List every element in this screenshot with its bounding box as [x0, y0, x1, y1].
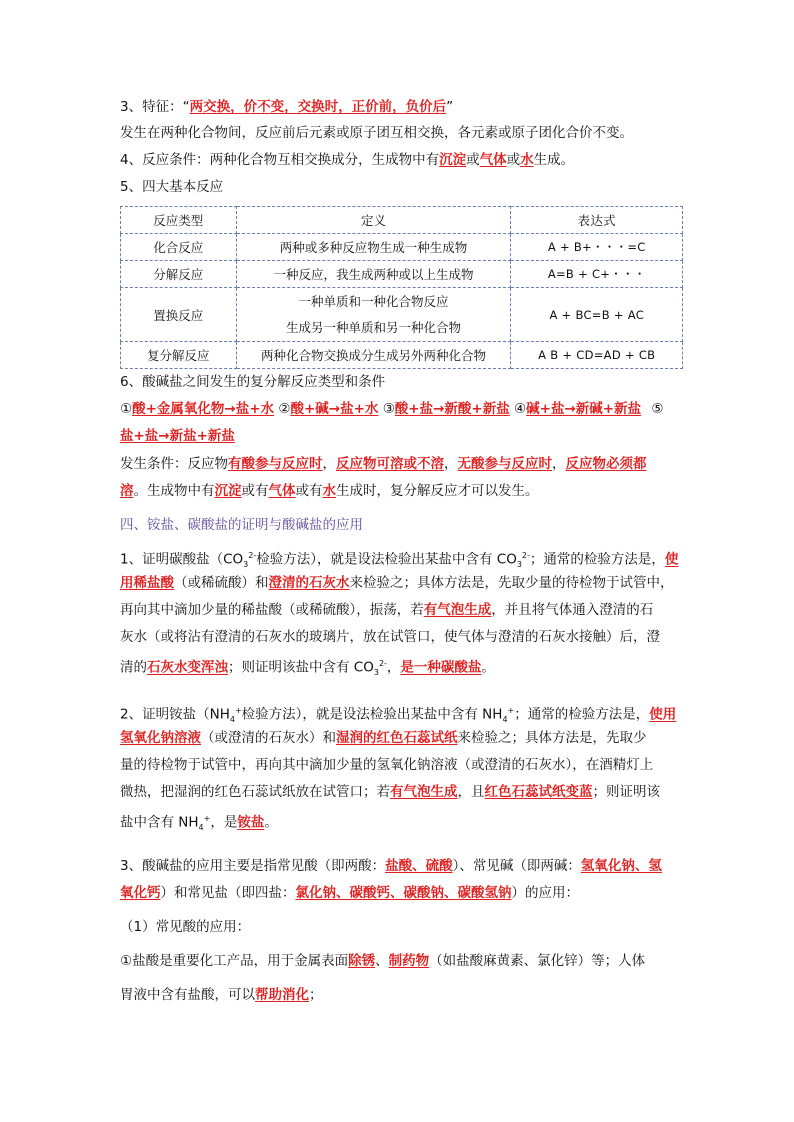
text: ；通常的检验方法是，	[529, 551, 665, 568]
subscript: 3	[243, 560, 249, 570]
text: 或有	[295, 483, 323, 499]
subscript: 4	[502, 715, 508, 725]
superscript: 2-	[378, 659, 387, 668]
table-header: 反应类型	[121, 207, 237, 234]
table-row	[121, 261, 683, 288]
table-cell: 两种化合物交换成分生成另外两种化合物	[236, 342, 511, 369]
feature-desc: 发生在两种化合物间，反应前后元素或原子团互相交换，各元素或原子团化合价不变。	[120, 125, 633, 141]
condition-text: 4、反应条件：两种化合物互相交换成分，生成物中有	[120, 152, 440, 168]
table-cell: A + BC=B + AC	[511, 288, 683, 342]
text: ）和常见盐（即四盐：	[160, 885, 296, 901]
carbonate-line-4: 灰水（或将沾有澄清的石灰水的玻璃片，放在试管口，使气体与澄清的石灰水接触）后，澄	[120, 629, 660, 645]
condition-para-1	[120, 453, 647, 475]
carbonate-line-3	[120, 599, 653, 621]
keyword: 有酸参与反应时	[228, 456, 323, 472]
keyword: 有气泡生成	[423, 602, 492, 618]
keyword: 铵盐	[237, 814, 265, 831]
keyword: 气体	[479, 152, 507, 168]
keyword: 无酸参与反应时	[457, 456, 552, 472]
table-cell: 分解反应	[121, 261, 237, 288]
keyword: 制药物	[388, 953, 430, 969]
keyword: 使用	[649, 706, 677, 723]
table-header-row	[121, 207, 683, 234]
feature-key: 两交换，价不变，交换时，正价前，负价后	[189, 99, 447, 115]
reaction-type-list	[120, 398, 663, 420]
ammonium-line-3: 量的待检物于试管中，再向其中滴加少量的氢氧化钠溶液（或澄清的石灰水），在酒精灯上	[120, 757, 654, 773]
keyword: 红色石蕊试纸变蓝	[484, 784, 593, 800]
keyword: 氢氧化钠、氢	[580, 858, 662, 874]
keyword: 有气泡生成	[390, 784, 458, 800]
table-cell: 两种或多种反应物生成一种生成物	[236, 234, 511, 261]
application-line-3	[120, 950, 645, 972]
text: 。	[481, 659, 495, 676]
text: （如盐酸麻黄素、氯化锌）等；人体	[429, 953, 646, 969]
text: ，	[444, 456, 458, 472]
application-line-2	[120, 882, 579, 904]
subscript: 4	[198, 823, 204, 833]
keyword: 湿润的红色石蕊试纸	[336, 730, 458, 746]
keyword: 水	[322, 483, 336, 499]
table-cell-line: 生成另一种单质和另一种化合物	[286, 319, 462, 335]
subscript: 3	[516, 560, 522, 570]
ammonium-line-4	[120, 781, 660, 803]
text: 2、证明铵盐（NH	[120, 706, 230, 723]
keyword: 沉淀	[439, 152, 467, 168]
application-line-1	[120, 855, 662, 877]
table-cell: 一种反应，我生成两种或以上生成物	[236, 261, 511, 288]
marker: ①	[120, 401, 133, 417]
keyword: 是一种碳酸盐	[400, 659, 482, 676]
text: ；通常的检验方法是，	[514, 706, 650, 723]
superscript: +	[203, 814, 211, 823]
quote-close: ”	[446, 99, 454, 115]
double-decomp-title: 6、酸碱盐之间发生的复分解反应类型和条件	[120, 374, 386, 390]
reaction-table	[120, 206, 683, 369]
text: ，且	[457, 784, 485, 800]
marker: ②	[278, 401, 291, 417]
reaction-type: 酸+盐→新酸+新盐	[394, 401, 510, 417]
text: （或澄清的石灰水）和	[201, 730, 336, 746]
table-cell: 复分解反应	[121, 342, 237, 369]
text: 1、证明碳酸盐（CO	[120, 551, 244, 568]
table-cell	[236, 288, 511, 342]
feature-label: 3、特征：	[120, 99, 183, 115]
table-header: 表达式	[511, 207, 683, 234]
text: 或	[506, 152, 521, 168]
superscript: 2-	[521, 551, 530, 560]
table-row	[121, 234, 683, 261]
table-cell: 化合反应	[121, 234, 237, 261]
text: ；则证明该盐中含有 CO	[228, 659, 374, 676]
reaction-type-list-cont	[120, 425, 235, 447]
keyword: 沉淀	[214, 483, 242, 499]
superscript: +	[234, 706, 242, 715]
reaction-type: 碱+盐→新碱+新盐	[526, 401, 642, 417]
text: 或	[466, 152, 480, 168]
text: 。生成物中有	[133, 483, 215, 499]
text: ；	[309, 987, 323, 1003]
text: 生成。	[533, 152, 575, 168]
text: 3、酸碱盐的应用主要是指常见酸（即两酸：	[120, 858, 386, 874]
keyword: 盐酸、硫酸	[385, 858, 453, 874]
text: （或稀硫酸）和	[174, 575, 269, 591]
keyword: 用稀盐酸	[120, 575, 174, 591]
superscript: 2-	[248, 551, 257, 560]
text: 盐中含有 NH	[120, 814, 199, 831]
text: 胃液中含有盐酸，可以	[120, 987, 255, 1003]
carbonate-line-5	[120, 653, 495, 684]
reaction-type: 盐+盐→新盐+新盐	[120, 428, 235, 444]
acid-app-subheading: （1）常见酸的应用：	[120, 919, 251, 935]
table-cell: A B + CD=AD + CB	[511, 342, 683, 369]
marker: ③	[382, 401, 395, 417]
keyword: 水	[520, 152, 534, 168]
keyword: 帮助消化	[255, 987, 309, 1003]
keyword: 除锈	[348, 953, 376, 969]
feature-line	[120, 96, 453, 118]
keyword: 使	[664, 551, 679, 568]
ammonium-line-5	[120, 808, 278, 839]
text: 来检验之；具体方法是，先取少量的待检物于试管中，	[349, 575, 674, 591]
keyword: 反应物必须都	[565, 456, 647, 472]
table-cell: A + B+・・・=C	[511, 234, 683, 261]
subscript: 3	[373, 668, 379, 678]
keyword: 澄清的石灰水	[268, 575, 350, 591]
section-heading: 四、铵盐、碳酸盐的证明与酸碱盐的应用	[120, 517, 363, 533]
ammonium-line-2	[120, 727, 647, 749]
condition-para-2	[120, 480, 539, 502]
text: 再向其中滴加少量的稀盐酸（或稀硫酸），振荡，若	[120, 602, 424, 618]
condition-line	[120, 149, 574, 171]
text: ，	[322, 456, 336, 472]
reaction-type: 酸+金属氧化物→盐+水	[132, 401, 275, 417]
table-header: 定义	[236, 207, 511, 234]
keyword: 气体	[268, 483, 296, 499]
superscript: +	[507, 706, 515, 715]
text: 生成时，复分解反应才可以发生。	[336, 483, 539, 499]
application-line-4	[120, 984, 323, 1006]
keyword: 氢氧化钠溶液	[120, 730, 201, 746]
keyword: 石灰水变浑浊	[147, 659, 228, 676]
text: 发生条件：反应物	[120, 456, 228, 472]
text: ，	[552, 456, 566, 472]
text: 清的	[120, 659, 147, 676]
table-row	[121, 342, 683, 369]
carbonate-line-2	[120, 572, 674, 594]
table-cell: A=B + C+・・・	[511, 261, 683, 288]
text: ；则证明该	[592, 784, 660, 800]
marker: ④	[514, 401, 527, 417]
text: 、	[375, 953, 389, 969]
text: 来检验之；具体方法是，先取少	[457, 730, 647, 746]
table-cell: 置换反应	[121, 288, 237, 342]
text: 或有	[241, 483, 269, 499]
text: 。	[264, 814, 278, 831]
text: ，是	[210, 814, 238, 831]
subscript: 4	[229, 715, 235, 725]
text: 微热，把湿润的红色石蕊试纸放在试管口；若	[120, 784, 390, 800]
text: ）的应用：	[511, 885, 579, 901]
text: ）、常见碱（即两碱：	[452, 858, 581, 874]
keyword: 溶	[120, 483, 134, 499]
reaction-types-title: 5、四大基本反应	[120, 179, 224, 195]
text: 检验方法），就是设法检验出某盐中含有 NH	[241, 706, 503, 723]
table-row	[121, 288, 683, 342]
table-cell-line: 一种单质和一种化合物反应	[298, 293, 449, 309]
text: ，并且将气体通入澄清的石	[491, 602, 654, 618]
keyword: 反应物可溶或不溶	[336, 456, 444, 472]
text: ①盐酸是重要化工产品，用于金属表面	[120, 953, 349, 969]
text: ，	[386, 659, 401, 676]
quote-open: “	[182, 99, 190, 115]
text: 检验方法），就是设法检验出某盐中含有 CO	[256, 551, 517, 568]
reaction-type: 酸+碱→盐+水	[290, 401, 379, 417]
keyword: 氧化钙	[120, 885, 161, 901]
keyword: 氯化钠、碳酸钙、碳酸钠、碳酸氢钠	[295, 885, 512, 901]
marker: ⑤	[651, 401, 664, 417]
